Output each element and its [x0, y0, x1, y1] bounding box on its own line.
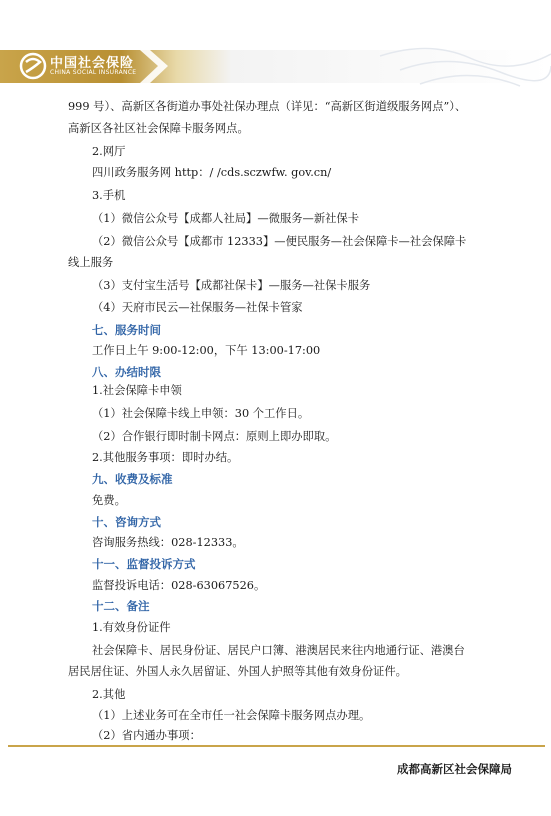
paragraph-line: 1.社会保障卡申领	[92, 384, 182, 397]
url-line: 四川政务服务网 http：/ /cds.sczwfw. gov.cn/	[92, 166, 332, 179]
footer-rule	[8, 745, 545, 747]
paragraph-line: （3）支付宝生活号【成都社保卡】—服务—社保卡服务	[92, 279, 371, 292]
paragraph-line: 工作日上午 9:00-12:00，下午 13:00-17:00	[92, 344, 321, 357]
page-header	[0, 0, 551, 92]
paragraph-line: （1）社会保障卡线上申领：30 个工作日。	[92, 407, 310, 420]
paragraph-line: （2）微信公众号【成都市 12333】—便民服务—社会保障卡—社会保障卡	[92, 235, 467, 248]
paragraph-line: 居民居住证、外国人永久居留证、外国人护照等其他有效身份证件。	[68, 665, 407, 678]
section-heading: 十、咨询方式	[92, 515, 161, 529]
section-heading: 十一、监督投诉方式	[92, 557, 196, 571]
paragraph-line: 2.网厅	[92, 145, 126, 158]
logo-subtitle: CHINA SOCIAL INSURANCE	[50, 69, 137, 76]
paragraph-line: 免费。	[92, 494, 126, 507]
logo-emblem-icon	[21, 54, 45, 78]
paragraph-line: （1）上述业务可在全市任一社会保障卡服务网点办理。	[92, 709, 371, 722]
header-decoration	[0, 0, 551, 92]
logo-title: 中国社会保险	[50, 56, 135, 71]
paragraph-line: 线上服务	[68, 256, 114, 269]
footer-organization: 成都高新区社会保障局	[397, 762, 512, 776]
section-heading: 九、收费及标准	[92, 472, 173, 486]
paragraph-line: 监督投诉电话：028-63067526。	[92, 579, 266, 592]
section-heading: 十二、备注	[92, 599, 150, 613]
section-heading: 七、服务时间	[92, 323, 161, 337]
paragraph-line: 咨询服务热线：028-12333。	[92, 536, 244, 549]
paragraph-line: （2）合作银行即时制卡网点：原则上即办即取。	[92, 430, 337, 443]
paragraph-line: 社会保障卡、居民身份证、居民户口簿、港澳居民来往内地通行证、港澳台	[92, 644, 465, 657]
paragraph-line: 3.手机	[92, 189, 126, 202]
paragraph-line: （1）微信公众号【成都人社局】—微服务—新社保卡	[92, 212, 360, 225]
paragraph-line: （4）天府市民云—社保服务—社保卡管家	[92, 301, 303, 314]
paragraph-line: 2.其他服务事项：即时办结。	[92, 451, 239, 464]
paragraph-line: （2）省内通办事项：	[92, 729, 201, 742]
paragraph-line: 2.其他	[92, 688, 126, 701]
section-heading: 八、办结时限	[92, 365, 161, 379]
paragraph-line: 高新区各社区社会保障卡服务网点。	[68, 122, 249, 135]
paragraph-line: 999 号）、高新区各街道办事处社保办理点（详见：“高新区街道级服务网点”）、	[68, 100, 467, 113]
paragraph-line: 1.有效身份证件	[92, 621, 171, 634]
